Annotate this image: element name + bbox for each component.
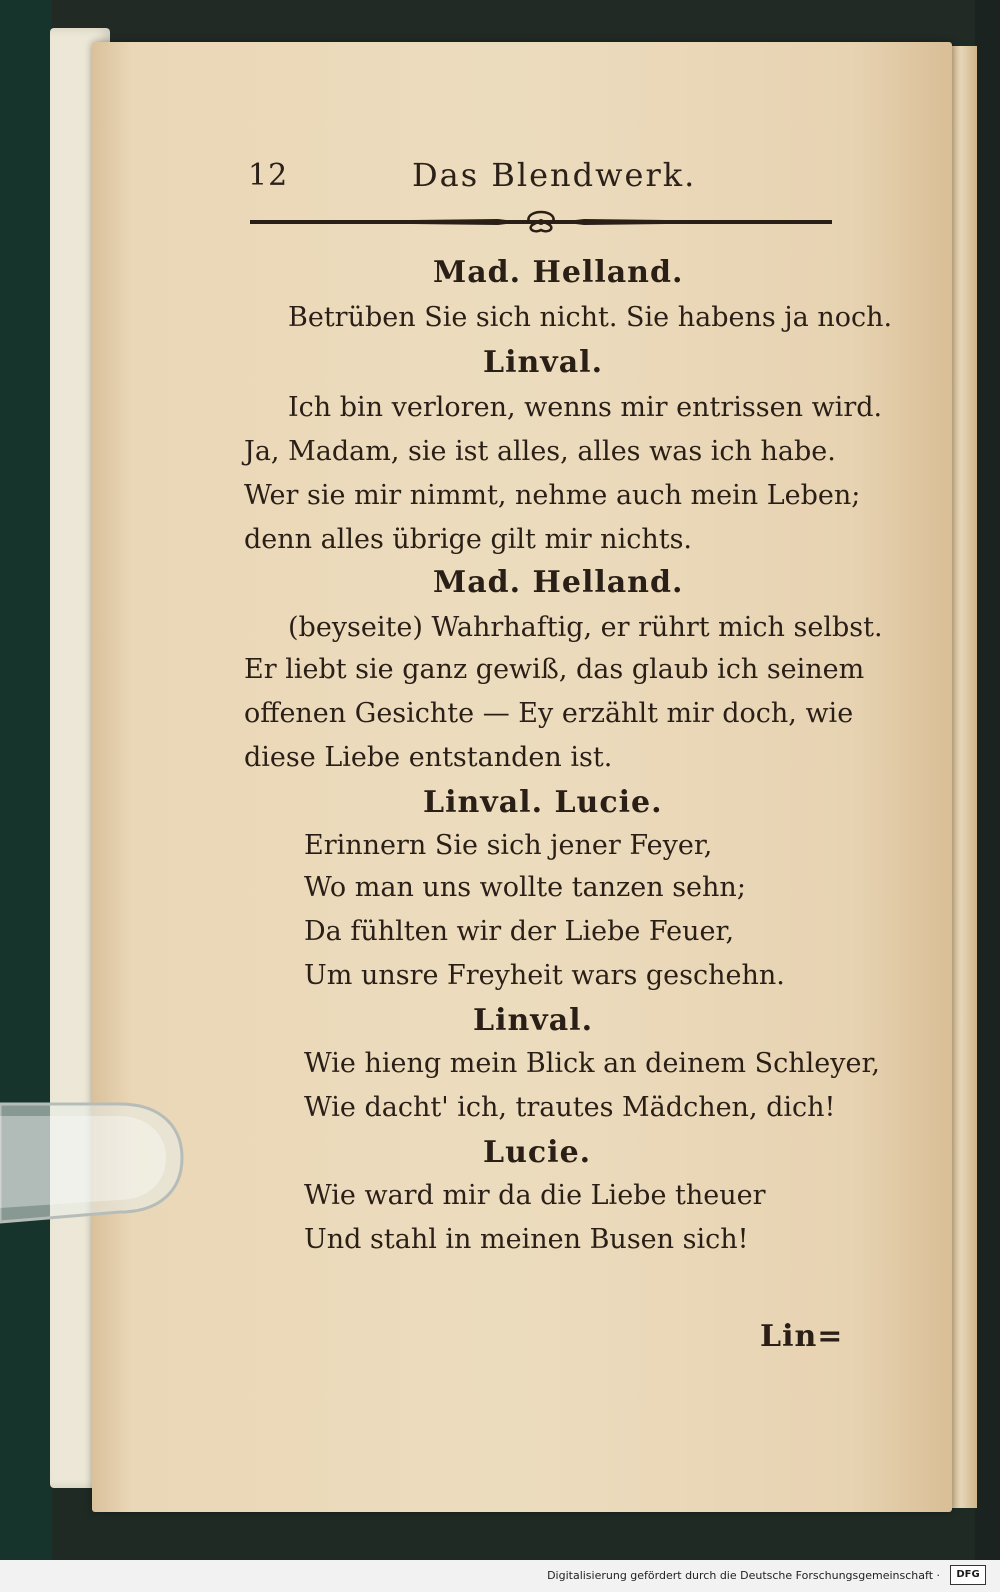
speaker-name: Mad. Helland. bbox=[433, 565, 684, 600]
scanner-backdrop-left bbox=[0, 0, 52, 1560]
scan-credit-bar bbox=[0, 1560, 1000, 1592]
verse-line: Wo man uns wollte tanzen sehn; bbox=[304, 872, 746, 903]
prose-line: Ja, Madam, sie ist alles, alles was ich habe. bbox=[244, 436, 836, 467]
prose-line: Er liebt sie ganz gewiß, das glaub ich seinem bbox=[244, 654, 865, 685]
speaker-name: Mad. Helland. bbox=[433, 255, 684, 290]
speaker-name: Linval. Lucie. bbox=[423, 785, 663, 820]
verse-line: Wie hieng mein Blick an deinem Schleyer, bbox=[304, 1048, 880, 1079]
scanner-backdrop-right bbox=[975, 0, 1000, 1560]
verse-line: Da fühlten wir der Liebe Feuer, bbox=[304, 916, 735, 947]
verse-line: Und stahl in meinen Busen sich! bbox=[304, 1224, 749, 1255]
speaker-name: Linval. bbox=[483, 345, 604, 380]
prose-line: Betrüben Sie sich nicht. Sie habens ja noch. bbox=[288, 302, 893, 333]
verse-line: Wie ward mir da die Liebe theuer bbox=[304, 1180, 766, 1211]
prose-line: Wer sie mir nimmt, nehme auch mein Leben; bbox=[244, 480, 861, 511]
scan-credit-text: Digitalisierung gefördert durch die Deutsche Forschungsgemeinschaft · bbox=[547, 1569, 940, 1582]
verse-line: Wie dacht' ich, trautes Mädchen, dich! bbox=[304, 1092, 836, 1123]
dfg-logo: DFG bbox=[950, 1565, 986, 1585]
page-header bbox=[150, 150, 840, 200]
prose-line: denn alles übrige gilt mir nichts. bbox=[244, 524, 693, 555]
catchword: Lin= bbox=[760, 1319, 844, 1354]
verse-line: Um unsre Freyheit wars geschehn. bbox=[304, 960, 785, 991]
prose-line: diese Liebe entstanden ist. bbox=[244, 742, 613, 773]
verse-line: Erinnern Sie sich jener Feyer, bbox=[304, 830, 713, 861]
running-title: Das Blendwerk. bbox=[412, 156, 697, 194]
prose-line: (beyseite) Wahrhaftig, er rührt mich selbst. bbox=[288, 612, 883, 643]
speaker-name: Lucie. bbox=[483, 1135, 592, 1170]
page-number: 12 bbox=[248, 158, 289, 193]
speaker-name: Linval. bbox=[473, 1003, 594, 1038]
prose-line: offenen Gesichte — Ey erzählt mir doch, wie bbox=[244, 698, 854, 729]
prose-line: Ich bin verloren, wenns mir entrissen wird. bbox=[288, 392, 883, 423]
ornamental-rule bbox=[248, 208, 834, 236]
scanner-backdrop-top bbox=[0, 0, 1000, 40]
glass-page-clip bbox=[0, 1096, 184, 1228]
